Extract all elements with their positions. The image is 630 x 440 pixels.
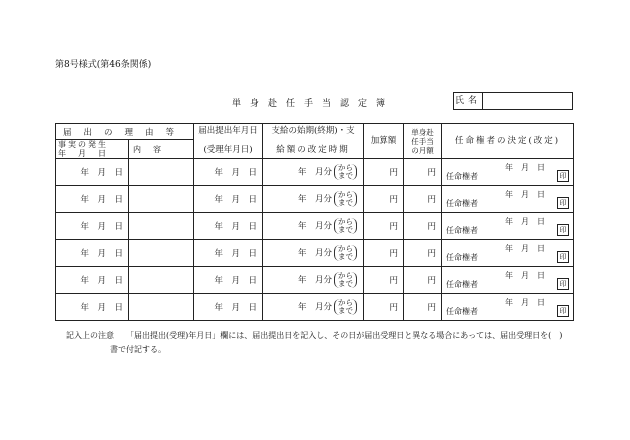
ledger-row [56,267,574,294]
monthly-yen: 円 [427,195,437,205]
decision-header: 任命権者の決定(改定) [442,124,574,159]
decision-date: 年 月 日 [505,298,546,307]
content-header: 内容 [129,140,194,159]
bracket-to: まで [338,306,354,315]
payment-period-cell[interactable] [263,159,364,186]
decision-cell[interactable] [442,213,574,240]
decision-date: 年 月 日 [505,190,546,199]
bracket-from: から [338,298,354,307]
occurrence-date: 年 月 日 [80,195,123,205]
name-box [453,92,573,110]
occurrence-header-line1: 事実の発生 [58,140,108,149]
addition-yen: 円 [389,303,399,313]
filing-date: 年 月 日 [214,303,258,313]
filing-date-header-line1: 届出提出年月日 [198,126,258,136]
monthly-amount-header [404,124,442,159]
decision-cell[interactable] [442,186,574,213]
monthly-amount-cell[interactable] [404,294,442,321]
payment-month: 年 月分 [298,194,333,205]
filing-date-header [194,124,263,159]
appointer-label: 任命権者 [446,226,479,235]
note-line1: 「届出提出(受理)年月日」欄には、届出提出日を記入し、その日が届出受理日と異なる場合にあっては、届出受理日を( ) [126,331,563,340]
from-to-bracket [334,272,357,288]
filing-date-cell[interactable] [194,159,263,186]
form-number: 第8号様式(第46条関係) [55,60,152,70]
payment-period-cell[interactable] [263,213,364,240]
addition-yen: 円 [389,222,399,232]
addition-amount-cell[interactable] [364,294,404,321]
addition-yen: 円 [389,276,399,286]
from-to-bracket [334,191,357,207]
occurrence-date-cell[interactable] [56,267,129,294]
payment-header-line1: 支給の始期(終期)・支 [271,126,355,136]
monthly-header-line1: 単身赴 [411,127,434,137]
bracket-from: から [338,217,354,226]
decision-cell[interactable] [442,240,574,267]
monthly-yen: 円 [427,276,437,286]
filing-date-cell[interactable] [194,186,263,213]
seal-mark: 印 [557,224,569,236]
monthly-yen: 円 [427,303,437,313]
occurrence-date-cell[interactable] [56,240,129,267]
addition-amount-cell[interactable] [364,213,404,240]
appointer-label: 任命権者 [446,253,479,262]
filing-date: 年 月 日 [214,249,258,259]
note-label: 記入上の注意 [66,331,114,340]
occurrence-date: 年 月 日 [80,276,123,286]
addition-amount-cell[interactable] [364,267,404,294]
filing-date: 年 月 日 [214,168,258,178]
decision-date: 年 月 日 [505,163,546,172]
content-cell[interactable] [129,294,194,321]
addition-yen: 円 [389,195,399,205]
decision-cell[interactable] [442,267,574,294]
payment-period-cell[interactable] [263,240,364,267]
monthly-amount-cell[interactable] [404,213,442,240]
payment-month: 年 月分 [298,248,333,259]
payment-period-cell[interactable] [263,294,364,321]
occurrence-date-cell[interactable] [56,186,129,213]
name-field[interactable] [483,93,572,109]
from-to-bracket [334,218,357,234]
decision-date: 年 月 日 [505,271,546,280]
content-cell[interactable] [129,267,194,294]
bracket-to: まで [338,225,354,234]
ledger-row [56,294,574,321]
note-line2: 書で付記する。 [110,345,166,354]
ledger-row [56,213,574,240]
content-cell[interactable] [129,240,194,267]
filing-date-cell[interactable] [194,267,263,294]
bracket-to: まで [338,279,354,288]
monthly-yen: 円 [427,222,437,232]
bracket-from: から [338,244,354,253]
seal-mark: 印 [557,278,569,290]
payment-month: 年 月分 [298,221,333,232]
name-label: 氏名 [454,93,483,109]
occurrence-date: 年 月 日 [80,222,123,232]
occurrence-date: 年 月 日 [80,303,123,313]
occurrence-date-cell[interactable] [56,294,129,321]
monthly-amount-cell[interactable] [404,267,442,294]
seal-mark: 印 [557,170,569,182]
payment-month: 年 月分 [298,275,333,286]
bracket-from: から [338,271,354,280]
filing-date-cell[interactable] [194,240,263,267]
addition-amount-cell[interactable] [364,159,404,186]
seal-mark: 印 [557,251,569,263]
addition-yen: 円 [389,249,399,259]
decision-date: 年 月 日 [505,217,546,226]
addition-amount-cell[interactable] [364,186,404,213]
ledger-row [56,186,574,213]
occurrence-date: 年 月 日 [80,249,123,259]
filing-date-cell[interactable] [194,213,263,240]
from-to-bracket [334,299,357,315]
addition-yen: 円 [389,168,399,178]
occurrence-date-cell[interactable] [56,213,129,240]
bracket-to: まで [338,171,354,180]
bracket-from: から [338,163,354,172]
payment-month: 年 月分 [298,302,333,313]
ledger-row [56,159,574,186]
monthly-amount-cell[interactable] [404,240,442,267]
occurrence-header-line2: 年 月 日 [58,149,108,158]
seal-mark: 印 [557,305,569,317]
occurrence-date: 年 月 日 [80,168,123,178]
notes [66,330,562,341]
ledger-row [56,240,574,267]
bracket-to: まで [338,198,354,207]
ledger-table [55,123,574,321]
payment-header-line2: 給額の改定時期 [276,145,350,155]
monthly-header-line3: の月額 [411,145,434,155]
payment-period-header [263,124,364,159]
decision-cell[interactable] [442,159,574,186]
monthly-yen: 円 [427,249,437,259]
filing-date: 年 月 日 [214,195,258,205]
content-cell[interactable] [129,186,194,213]
occurrence-header [56,140,129,159]
payment-period-cell[interactable] [263,186,364,213]
appointer-label: 任命権者 [446,199,479,208]
payment-month: 年 月分 [298,167,333,178]
decision-date: 年 月 日 [505,244,546,253]
payment-period-cell[interactable] [263,267,364,294]
filing-date-cell[interactable] [194,294,263,321]
content-cell[interactable] [129,159,194,186]
appointer-label: 任命権者 [446,280,479,289]
addition-header: 加算額 [364,124,404,159]
filing-date-header-line2: (受理年月日) [203,145,253,155]
form-title: 単身赴任手当認定簿 [232,99,395,109]
decision-cell[interactable] [442,294,574,321]
monthly-amount-cell[interactable] [404,186,442,213]
seal-mark: 印 [557,197,569,209]
from-to-bracket [334,245,357,261]
monthly-header-line2: 任手当 [411,136,434,146]
appointer-label: 任命権者 [446,307,479,316]
reason-header: 届出の理由等 [56,124,194,140]
bracket-to: まで [338,252,354,261]
from-to-bracket [334,164,357,180]
monthly-amount-cell[interactable] [404,159,442,186]
content-cell[interactable] [129,213,194,240]
appointer-label: 任命権者 [446,172,479,181]
filing-date: 年 月 日 [214,222,258,232]
bracket-from: から [338,190,354,199]
monthly-yen: 円 [427,168,437,178]
filing-date: 年 月 日 [214,276,258,286]
occurrence-date-cell[interactable] [56,159,129,186]
addition-amount-cell[interactable] [364,240,404,267]
